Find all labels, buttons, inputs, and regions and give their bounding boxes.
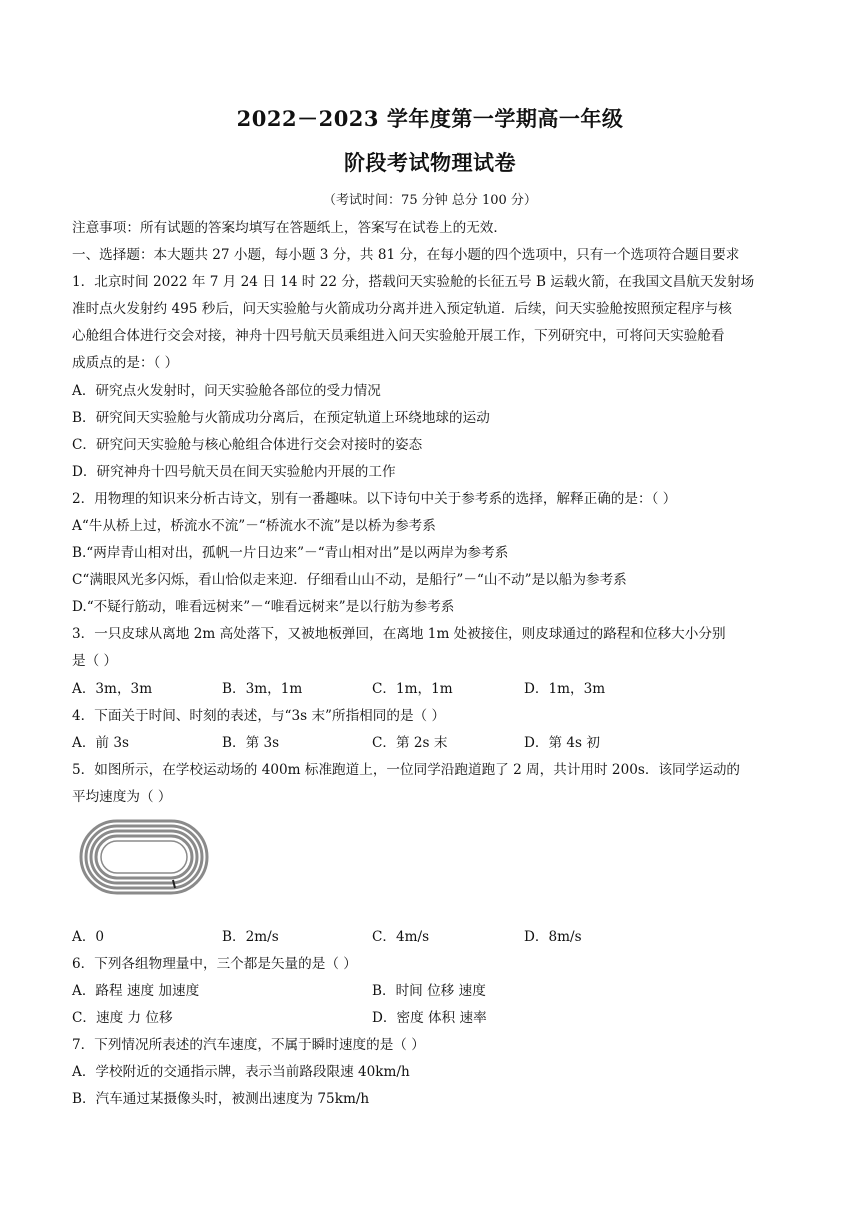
q3-option-d: D．1m，3m xyxy=(524,681,606,697)
q2-option-d: D.“不疑行筋动，唯看远树来”－“唯看远树来”是以行舫为参考系 xyxy=(72,599,455,615)
q3-option-c: C．1m，1m xyxy=(372,681,453,697)
q6-option-c: C．速度 力 位移 xyxy=(72,1010,173,1026)
q1-stem-line: 1．北京时间 2022 年 7 月 24 日 14 时 22 分，搭载问天实验舱的长征五号 B 运载火箭，在我国文昌航天发射场 xyxy=(72,274,755,290)
q1-stem-line: 成质点的是：（ ） xyxy=(72,355,179,371)
q1-option-a: A．研究点火发射时，问天实验舱各部位的受力情况 xyxy=(72,383,381,399)
q4-option-a: A．前 3s xyxy=(72,735,129,751)
q5-option-a: A．0 xyxy=(72,929,105,945)
running-track-figure xyxy=(78,816,210,898)
q5-option-c: C．4m/s xyxy=(372,929,430,945)
q1-stem-line: 准时点火发射约 495 秒后，问天实验舱与火箭成功分离并进入预定轨道．后续，问天实验舱按照预定程序与核 xyxy=(72,301,732,317)
q3-option-a: A．3m，3m xyxy=(72,681,153,697)
q7-stem: 7．下列情况所表述的汽车速度，不属于瞬时速度的是（ ） xyxy=(72,1037,425,1053)
q2-stem: 2．用物理的知识来分析古诗文，别有一番趣味。以下诗句中关于参考系的选择，解释正确的是：（ ） xyxy=(72,491,677,507)
q7-option-b: B．汽车通过某摄像头时，被测出速度为 75km/h xyxy=(72,1091,370,1107)
q4-stem: 4．下面关于时间、时刻的表述，与“3s 末”所指相同的是（ ） xyxy=(72,708,446,724)
q4-option-d: D．第 4s 初 xyxy=(524,735,600,751)
q4-option-c: C．第 2s 末 xyxy=(372,735,448,751)
q3-option-b: B．3m，1m xyxy=(222,681,303,697)
notice: 注意事项：所有试题的答案均填写在答题纸上，答案写在试卷上的无效． xyxy=(72,220,507,236)
exam-subtitle: 阶段考试物理试卷 xyxy=(344,150,516,175)
q1-option-d: D．研究神舟十四号航天员在间天实验舱内开展的工作 xyxy=(72,464,396,480)
q3-stem-line: 是（ ） xyxy=(72,653,118,669)
q4-option-b: B．第 3s xyxy=(222,735,280,751)
q5-stem-line: 5．如图所示，在学校运动场的 400m 标准跑道上，一位同学沿跑道跑了 2 周，共计用时 200s．该同学运动的 xyxy=(72,762,741,778)
q2-option-c: C“满眼风光多闪烁，看山恰似走来迎．仔细看山山不动，是船行”－“山不动”是以船为参考系 xyxy=(72,572,627,588)
section-heading: 一、选择题：本大题共 27 小题，每小题 3 分，共 81 分，在每小题的四个选项中，只有一个选项符合题目要求 xyxy=(72,247,740,263)
q5-option-b: B．2m/s xyxy=(222,929,279,945)
exam-title: 2022－2023 学年度第一学期高一年级 xyxy=(236,106,624,131)
q2-option-a: A“牛从桥上过，桥流水不流”－“桥流水不流”是以桥为参考系 xyxy=(72,518,436,534)
q5-stem-line: 平均速度为（ ） xyxy=(72,789,172,805)
q6-stem: 6．下列各组物理量中，三个都是矢量的是（ ） xyxy=(72,956,357,972)
q1-option-c: C．研究问天实验舱与核心舱组合体进行交会对接时的姿态 xyxy=(72,437,423,453)
q1-stem-line: 心舱组合体进行交会对接，神舟十四号航天员乘组进入问天实验舱开展工作，下列研究中，可将问天实验舱看 xyxy=(72,328,725,344)
q2-option-b: B.“两岸青山相对出，孤帆一片日边来”－“青山相对出”是以两岸为参考系 xyxy=(72,545,509,561)
exam-info: （考试时间：75 分钟 总分 100 分） xyxy=(323,193,537,208)
q6-option-d: D．密度 体积 速率 xyxy=(372,1010,487,1026)
q3-stem-line: 3．一只皮球从离地 2m 高处落下，又被地板弹回，在离地 1m 处被接住，则皮球通过的路程和位移大小分别 xyxy=(72,626,726,642)
q6-option-b: B．时间 位移 速度 xyxy=(372,983,486,999)
q6-option-a: A．路程 速度 加速度 xyxy=(72,983,200,999)
q1-option-b: B．研究间天实验舱与火箭成功分离后，在预定轨道上环绕地球的运动 xyxy=(72,410,490,426)
q5-option-d: D．8m/s xyxy=(524,929,582,945)
q7-option-a: A．学校附近的交通指示牌，表示当前路段限速 40km/h xyxy=(72,1064,410,1080)
